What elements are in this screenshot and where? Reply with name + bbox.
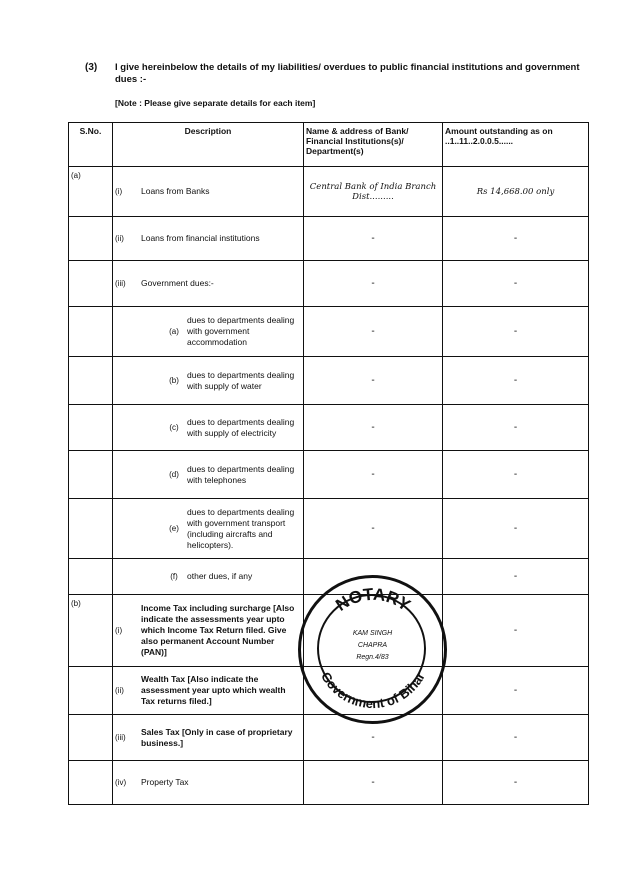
cell-sno: (b): [69, 595, 113, 667]
cell-amount: -: [443, 357, 589, 405]
cell-sno: [69, 307, 113, 357]
col-header-description: Description: [113, 123, 304, 167]
cell-sno: [69, 761, 113, 805]
cell-sno: [69, 217, 113, 261]
col-header-amount: [443, 123, 589, 167]
cell-sno: [69, 667, 113, 715]
table-row: [69, 217, 589, 261]
stamp-registration: Regn.4/83: [356, 654, 389, 661]
item-description: Sales Tax [Only in case of proprietary business.]: [141, 726, 293, 748]
table-row: [69, 357, 589, 405]
table-row: [69, 761, 589, 805]
item-roman: (i): [115, 187, 123, 196]
section-number: (3): [85, 62, 98, 73]
col-header-bank: Name & address of Bank/ Financial Institutions(s)/ Department(s): [304, 123, 443, 167]
cell-sno: [69, 499, 113, 559]
stamp-name: KAM SINGH: [352, 630, 393, 637]
cell-bank: -: [304, 217, 443, 261]
cell-sno: [69, 451, 113, 499]
col-header-sno: S.No.: [69, 123, 113, 167]
item-roman: (ii): [115, 686, 124, 695]
cell-description: [113, 217, 304, 261]
item-description: dues to departments dealing with supply of water: [187, 369, 295, 391]
item-roman: (iv): [115, 778, 127, 787]
stamp-bottom-text: Government of Bihar: [318, 669, 428, 712]
cell-description: [113, 307, 304, 357]
item-letter: (b): [169, 376, 179, 385]
item-description: dues to departments dealing with government accommodation: [187, 315, 295, 347]
svg-text:Government of Bihar: [318, 669, 428, 711]
item-description: Loans from financial institutions: [141, 233, 260, 243]
cell-description: [113, 357, 304, 405]
cell-amount: -: [443, 261, 589, 307]
cell-amount: -: [443, 405, 589, 451]
cell-description: [113, 715, 304, 761]
amount-header-date: ..1..11..2.0.0.5......: [445, 136, 514, 146]
item-description: Wealth Tax [Also indicate the assessment year upto which wealth Tax returns filed.]: [141, 674, 286, 706]
item-description: Income Tax including surcharge [Also indicate the assessments year upto which Income Tax Return filed. Give also permanent Account Number (PAN)]: [141, 603, 295, 657]
cell-description: [113, 451, 304, 499]
item-roman: (i): [115, 626, 123, 635]
cell-description: [113, 167, 304, 217]
cell-amount: Rs 14,668.00 only: [443, 167, 589, 217]
item-description: dues to departments dealing with government transport (including aircrafts and helicopters).: [187, 506, 295, 550]
stamp-place: CHAPRA: [357, 642, 388, 649]
section-heading: I give hereinbelow the details of my liabilities/ overdues to public financial institutions and government dues :-: [115, 62, 580, 85]
item-letter: (d): [169, 470, 179, 479]
table-row: [69, 261, 589, 307]
table-row: [69, 715, 589, 761]
cell-bank: -: [304, 761, 443, 805]
item-roman: (ii): [115, 234, 124, 243]
cell-description: [113, 667, 304, 715]
cell-amount: -: [443, 761, 589, 805]
item-letter: (e): [169, 524, 179, 533]
item-description: other dues, if any: [187, 571, 253, 581]
cell-amount: -: [443, 667, 589, 715]
cell-sno: [69, 357, 113, 405]
cell-sno: (a): [69, 167, 113, 217]
cell-sno: [69, 405, 113, 451]
item-description: Government dues:-: [141, 278, 214, 288]
amount-header-prefix: Amount outstanding as on: [445, 126, 553, 136]
item-description: Property Tax: [141, 777, 189, 787]
item-letter: (f): [170, 572, 178, 581]
cell-sno: [69, 715, 113, 761]
cell-bank: -: [304, 499, 443, 559]
cell-amount: -: [443, 715, 589, 761]
cell-description: [113, 499, 304, 559]
notary-stamp-ring-text: [301, 578, 444, 721]
svg-text:NOTARY: [332, 585, 414, 616]
item-roman: (iii): [115, 279, 126, 288]
item-letter: (c): [169, 423, 179, 432]
cell-bank: -: [304, 405, 443, 451]
item-description: Loans from Banks: [141, 186, 210, 196]
cell-amount: -: [443, 559, 589, 595]
cell-description: [113, 761, 304, 805]
cell-amount: -: [443, 499, 589, 559]
table-row: [69, 167, 589, 217]
cell-amount: -: [443, 595, 589, 667]
table-row: [69, 405, 589, 451]
item-description: dues to departments dealing with supply of electricity: [187, 416, 295, 438]
notary-stamp: [298, 575, 447, 724]
cell-bank: -: [304, 715, 443, 761]
cell-amount: -: [443, 217, 589, 261]
cell-amount: -: [443, 451, 589, 499]
cell-bank: -: [304, 307, 443, 357]
table-row: [69, 451, 589, 499]
cell-bank: -: [304, 357, 443, 405]
cell-bank: -: [304, 451, 443, 499]
table-row: [69, 499, 589, 559]
cell-description: [113, 559, 304, 595]
cell-amount: -: [443, 307, 589, 357]
cell-description: [113, 405, 304, 451]
cell-bank: -: [304, 261, 443, 307]
table-row: [69, 307, 589, 357]
cell-bank: Central Bank of India Branch Dist.........: [304, 167, 443, 217]
section-note: [Note : Please give separate details for each item]: [115, 98, 316, 108]
cell-sno: [69, 261, 113, 307]
cell-sno: [69, 559, 113, 595]
item-roman: (iii): [115, 733, 126, 742]
cell-description: [113, 261, 304, 307]
cell-description: [113, 595, 304, 667]
stamp-top-text: NOTARY: [332, 584, 414, 615]
item-letter: (a): [169, 327, 179, 336]
item-description: dues to departments dealing with telephones: [187, 463, 295, 485]
